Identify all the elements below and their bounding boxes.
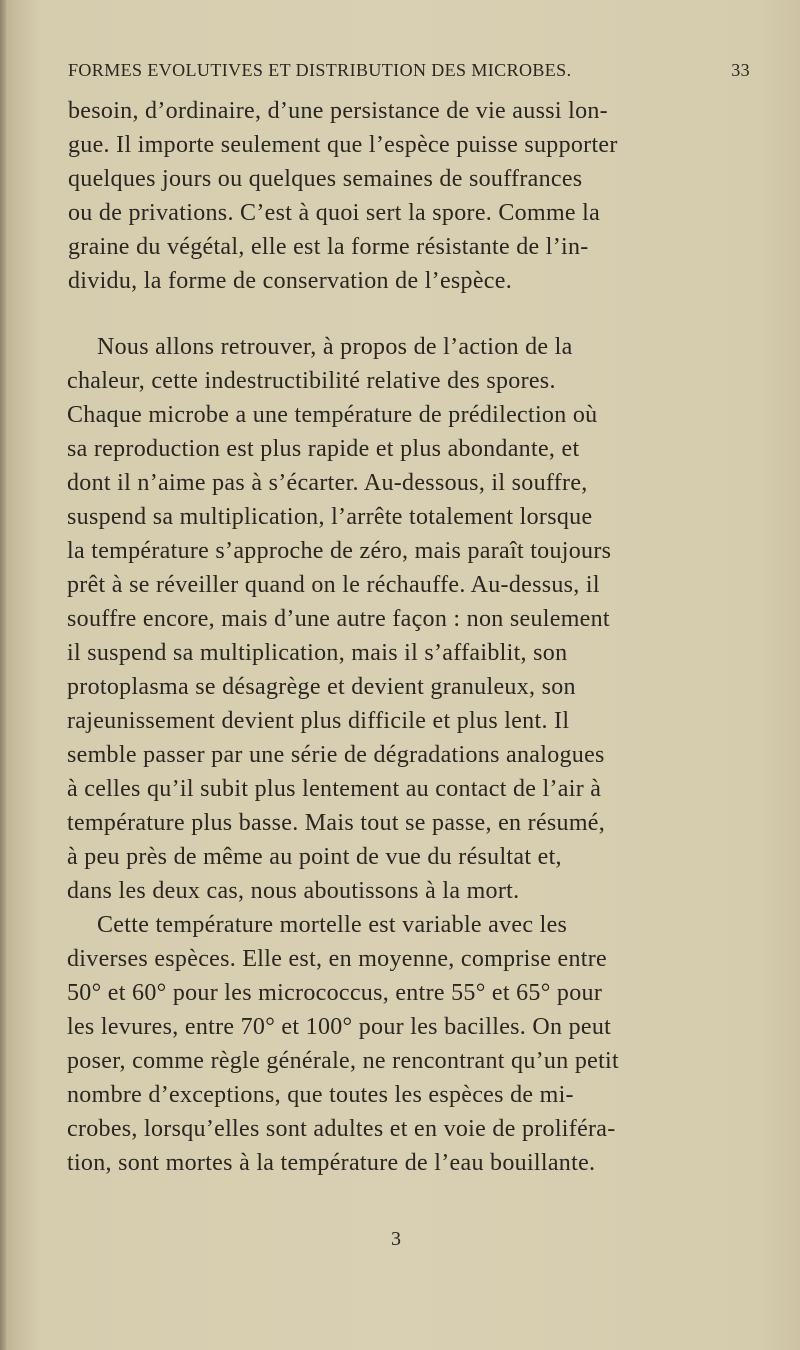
text-line: besoin, d’ordinaire, d’une persistance de vie aussi lon-: [68, 98, 608, 124]
text-line: la température s’approche de zéro, mais paraît toujours: [67, 538, 612, 564]
text-line: les levures, entre 70° et 100° pour les bacilles. On peut: [67, 1014, 612, 1040]
text-line: gue. Il importe seulement que l’espèce puisse supporter: [68, 132, 618, 158]
text-line: prêt à se réveiller quand on le réchauffe. Au-dessus, il: [67, 572, 600, 598]
text-line: il suspend sa multiplication, mais il s’affaiblit, son: [67, 640, 568, 666]
text-line: poser, comme règle générale, ne rencontrant qu’un petit: [67, 1048, 619, 1074]
text-line: Nous allons retrouver, à propos de l’action de la: [97, 334, 573, 360]
running-head-title: FORMES EVOLUTIVES ET DISTRIBUTION DES MICROBES.: [68, 60, 572, 80]
text-line: crobes, lorsqu’elles sont adultes et en voie de proliféra-: [67, 1116, 616, 1142]
text-line: Cette température mortelle est variable avec les: [97, 912, 568, 938]
page-number-top: 33: [731, 60, 750, 80]
text-line: suspend sa multiplication, l’arrête totalement lorsque: [67, 504, 593, 530]
text-line: souffre encore, mais d’une autre façon : non seulement: [67, 606, 610, 632]
text-line: Chaque microbe a une température de prédilection où: [67, 402, 598, 428]
text-line: graine du végétal, elle est la forme résistante de l’in-: [68, 234, 589, 260]
page-edge-shadow: [0, 0, 6, 1350]
text-line: diverses espèces. Elle est, en moyenne, comprise entre: [67, 946, 608, 972]
text-line: chaleur, cette indestructibilité relative des spores.: [67, 368, 556, 394]
text-line: tion, sont mortes à la température de l’eau bouillante.: [67, 1150, 596, 1176]
text-line: ou de privations. C’est à quoi sert la spore. Comme la: [68, 200, 601, 226]
text-line: à peu près de même au point de vue du résultat et,: [67, 844, 562, 870]
text-line: dividu, la forme de conservation de l’espèce.: [68, 268, 512, 294]
text-line: sa reproduction est plus rapide et plus abondante, et: [67, 436, 580, 462]
text-line: semble passer par une série de dégradations analogues: [67, 742, 605, 768]
text-line: à celles qu’il subit plus lentement au contact de l’air à: [67, 776, 602, 802]
text-line: quelques jours ou quelques semaines de souffrances: [68, 166, 583, 192]
text-line: protoplasma se désagrège et devient granuleux, son: [67, 674, 576, 700]
text-line: rajeunissement devient plus difficile et plus lent. Il: [67, 708, 570, 734]
text-line: dans les deux cas, nous aboutissons à la mort.: [67, 878, 520, 904]
running-head: [68, 60, 780, 86]
text-line: nombre d’exceptions, que toutes les espèces de mi-: [67, 1082, 574, 1108]
text-line: 50° et 60° pour les micrococcus, entre 55° et 65° pour: [67, 980, 603, 1006]
text-line: température plus basse. Mais tout se passe, en résumé,: [67, 810, 606, 836]
signature-mark: 3: [391, 1228, 401, 1250]
text-line: dont il n’aime pas à s’écarter. Au-dessous, il souffre,: [67, 470, 588, 496]
